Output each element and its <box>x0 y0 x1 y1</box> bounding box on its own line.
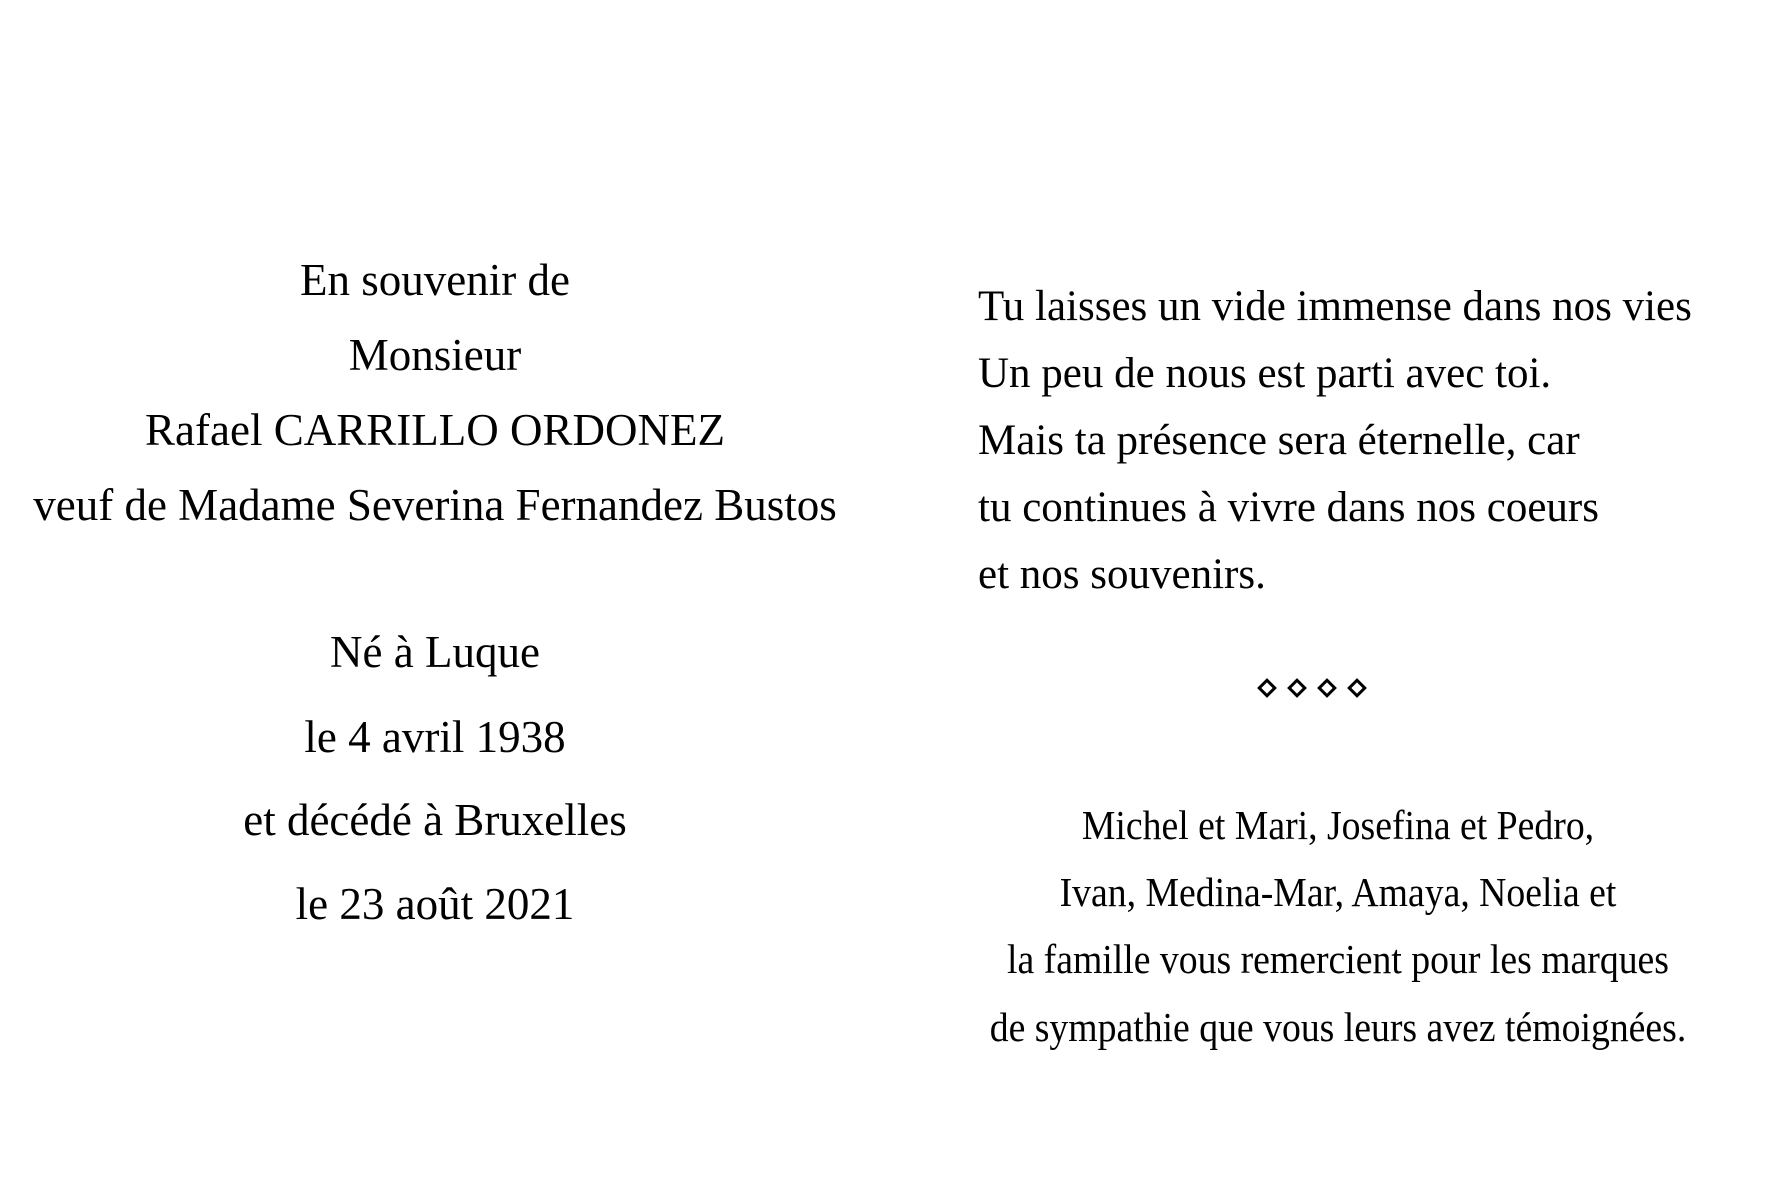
ornament-divider <box>1260 681 1364 695</box>
thanks-line: Michel et Mari, Josefina et Pedro, <box>1081 802 1595 848</box>
poem-line: et nos souvenirs. <box>978 551 1266 598</box>
diamond-outline-icon <box>1347 678 1367 698</box>
honorific: Monsieur <box>348 330 522 380</box>
birth-date: le 4 avril 1938 <box>304 712 566 762</box>
birth-place: Né à Luque <box>330 627 540 677</box>
diamond-outline-icon <box>1257 678 1277 698</box>
death-place: et décédé à Bruxelles <box>243 795 627 845</box>
thanks-line: de sympathie que vous leurs avez témoignées. <box>989 1004 1687 1050</box>
poem-line: Mais ta présence sera éternelle, car <box>978 417 1580 464</box>
poem-line: Un peu de nous est parti avec toi. <box>978 350 1552 397</box>
thanks-line: la famille vous remercient pour les marques <box>1007 936 1669 982</box>
spouse-line: veuf de Madame Severina Fernandez Bustos <box>33 480 837 530</box>
deceased-name: Rafael CARRILLO ORDONEZ <box>145 405 725 455</box>
diamond-outline-icon <box>1287 678 1307 698</box>
diamond-outline-icon <box>1317 678 1337 698</box>
poem-line: Tu laisses un vide immense dans nos vies <box>978 283 1692 330</box>
death-date: le 23 août 2021 <box>295 879 575 929</box>
memorial-intro: En souvenir de <box>300 255 570 305</box>
thanks-line: Ivan, Medina-Mar, Amaya, Noelia et <box>1059 869 1617 915</box>
poem-line: tu continues à vivre dans nos coeurs <box>978 484 1599 531</box>
